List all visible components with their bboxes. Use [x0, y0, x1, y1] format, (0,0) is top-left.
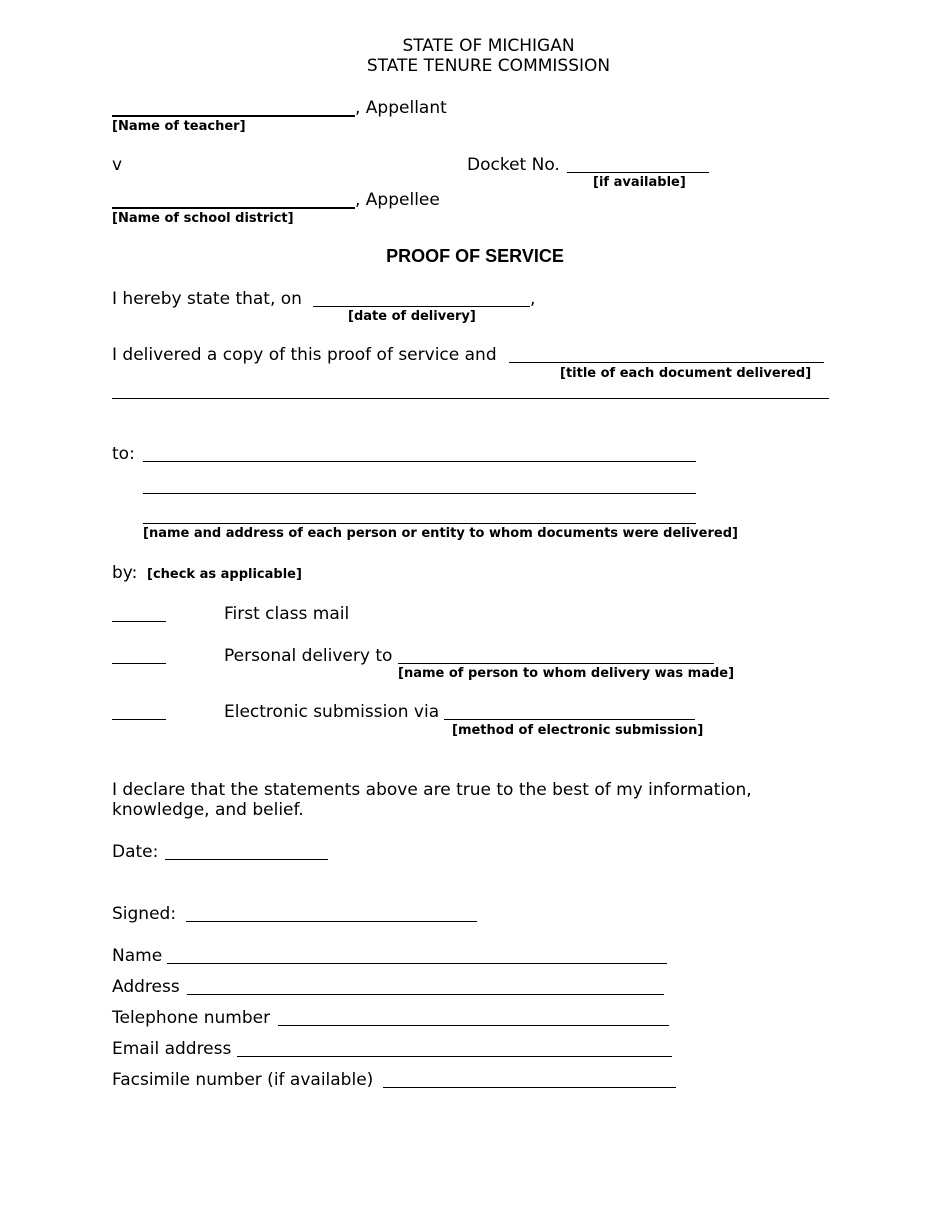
statement-intro: I hereby state that, on — [112, 289, 302, 309]
email-label: Email address — [112, 1039, 232, 1059]
personal-delivery-hint: [name of person to whom delivery was made] — [398, 666, 735, 681]
docket-hint: [if available] — [593, 175, 686, 190]
to-label: to: — [112, 444, 135, 464]
fax-label: Facsimile number (if available) — [112, 1070, 374, 1090]
first-class-mail-label: First class mail — [224, 604, 350, 624]
recipient-line-3[interactable] — [143, 523, 696, 524]
name-line[interactable] — [167, 963, 667, 964]
document-title: PROOF OF SERVICE — [386, 246, 564, 266]
appellee-hint: [Name of school district] — [112, 211, 294, 226]
telephone-label: Telephone number — [112, 1008, 271, 1028]
email-line[interactable] — [237, 1056, 672, 1057]
recipient-line-1[interactable] — [143, 461, 696, 462]
docket-number-line[interactable] — [567, 172, 709, 173]
personal-delivery-name-line[interactable] — [398, 663, 714, 664]
date-line[interactable] — [165, 859, 328, 860]
first-class-mail-checkbox[interactable] — [112, 621, 166, 622]
electronic-submission-checkbox[interactable] — [112, 719, 166, 720]
document-title-hint: [title of each document delivered] — [560, 366, 812, 381]
signature-line[interactable] — [186, 921, 477, 922]
statement-comma: , — [530, 289, 536, 309]
address-line[interactable] — [187, 994, 664, 995]
telephone-line[interactable] — [278, 1025, 669, 1026]
appellee-label: , Appellee — [355, 190, 440, 210]
appellant-label: , Appellant — [355, 98, 447, 118]
electronic-submission-label: Electronic submission via — [224, 702, 440, 722]
appellant-hint: [Name of teacher] — [112, 119, 246, 134]
document-title-line[interactable] — [509, 362, 824, 363]
by-label: by: — [112, 563, 138, 583]
name-label: Name — [112, 946, 163, 966]
electronic-method-line[interactable] — [444, 719, 695, 720]
docket-label: Docket No. — [467, 155, 560, 175]
declaration-line-2: knowledge, and belief. — [112, 800, 304, 820]
document-title-line-2[interactable] — [112, 398, 829, 399]
signed-label: Signed: — [112, 904, 177, 924]
personal-delivery-checkbox[interactable] — [112, 663, 166, 664]
recipient-hint: [name and address of each person or entity to whom documents were delivered] — [143, 526, 738, 541]
date-label: Date: — [112, 842, 159, 862]
declaration-line-1: I declare that the statements above are true to the best of my information, — [112, 780, 752, 800]
delivery-date-hint: [date of delivery] — [348, 309, 476, 324]
versus-label: v — [112, 155, 123, 175]
by-hint: [check as applicable] — [147, 567, 302, 582]
fax-line[interactable] — [383, 1087, 676, 1088]
delivered-text: I delivered a copy of this proof of service and — [112, 345, 497, 365]
address-label: Address — [112, 977, 180, 997]
delivery-date-line[interactable] — [313, 306, 530, 307]
electronic-method-hint: [method of electronic submission] — [452, 723, 704, 738]
appellant-name-line[interactable] — [112, 115, 355, 117]
recipient-line-2[interactable] — [143, 493, 696, 494]
commission-heading: STATE TENURE COMMISSION — [366, 56, 611, 76]
personal-delivery-label: Personal delivery to — [224, 646, 393, 666]
appellee-name-line[interactable] — [112, 207, 355, 209]
state-heading: STATE OF MICHIGAN — [402, 36, 575, 56]
